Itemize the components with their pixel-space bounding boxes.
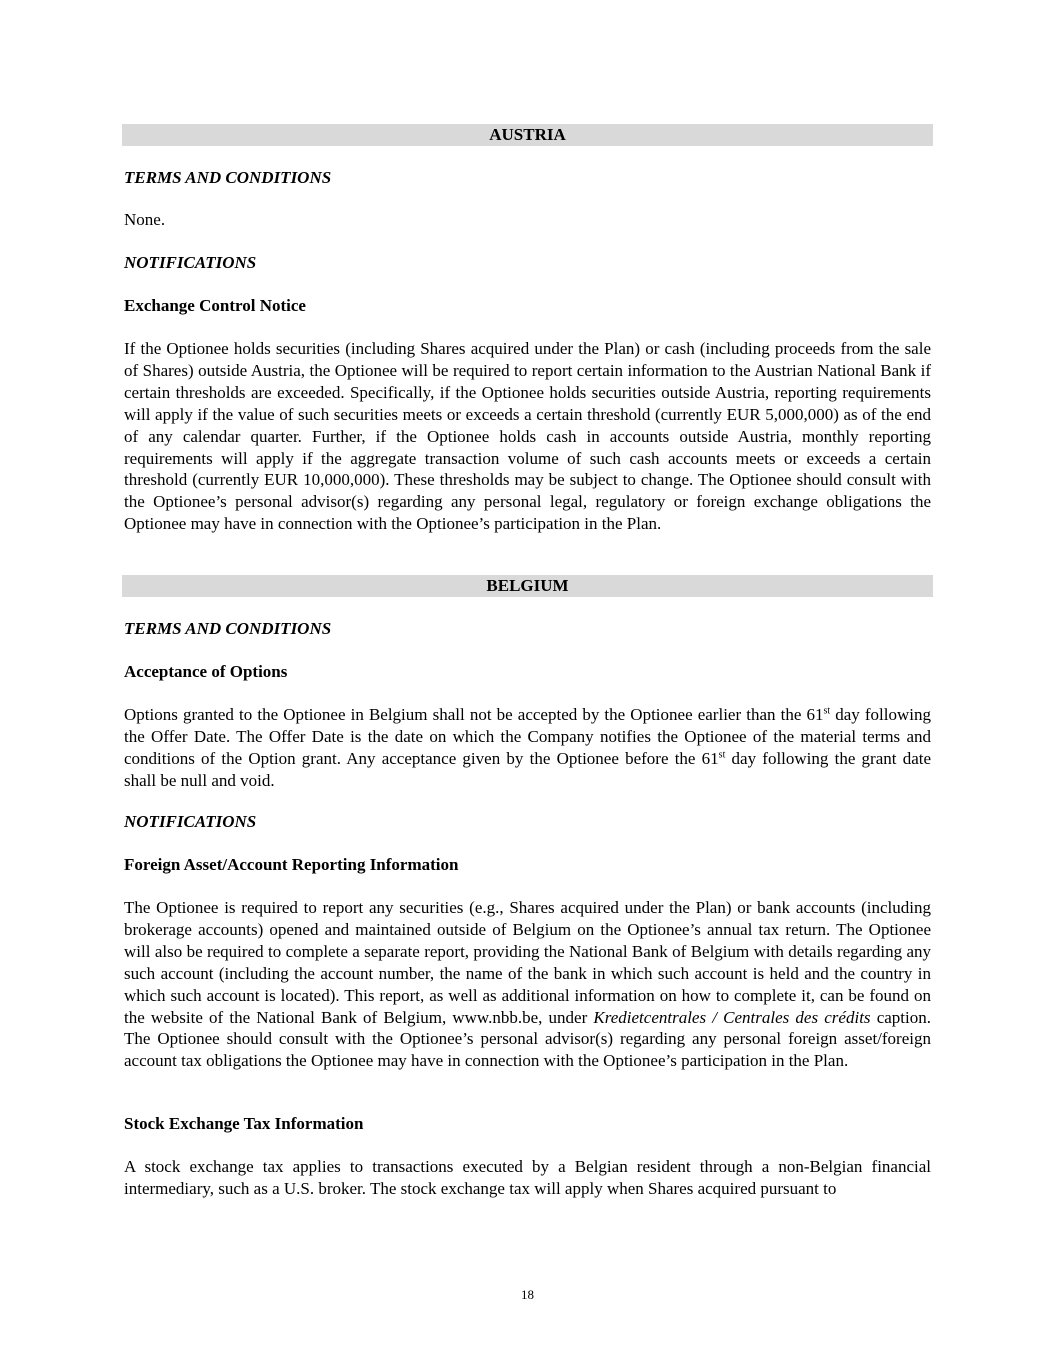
foreign-caption-italic: Kredietcentrales / Centrales des crédits <box>593 1007 871 1027</box>
austria-notifications-heading: NOTIFICATIONS <box>124 253 257 272</box>
superscript-st: st <box>718 749 726 761</box>
belgium-acceptance-heading: Acceptance of Options <box>124 662 288 681</box>
belgium-terms-heading: TERMS AND CONDITIONS <box>124 619 332 638</box>
austria-exchange-paragraph: If the Optionee holds securities (including Shares acquired under the Plan) or cash (including proceeds from the sale of Shares) outside Austria, the Optionee will be required to report certain information to the Austrian National Bank if certain thresholds are exceeded. Specifically, if the Optionee holds securities outside Austria, reporting requirements will apply if the value of such securities meets or exceeds a certain threshold (currently EUR 5,000,000) as of the end of any calendar quarter. Further, if the Optionee holds cash in accounts outside Austria, monthly reporting requirements will apply if the aggregate transaction volume of such cash accounts meets or exceeds a certain threshold (currently EUR 10,000,000). These thresholds may be subject to change. The Optionee should consult with the Optionee’s personal advisor(s) regarding any personal legal, regulatory or foreign exchange obligations the Optionee may have in connection with the Optionee’s participation in the Plan. <box>124 339 931 534</box>
page-number: 18 <box>521 1287 534 1302</box>
austria-terms-body: None. <box>124 210 166 229</box>
section-banner-belgium: BELGIUM <box>122 575 933 597</box>
belgium-foreign-paragraph: The Optionee is required to report any securities (e.g., Shares acquired under the Plan) or bank accounts (including brokerage accounts) opened and maintained outside of Belgium on the Optionee’s annual tax return. The Optionee will also be required to complete a separate report, providing the National Bank of Belgium with details regarding any such account (including the account number, the name of the bank in which such account is held and the country in which such account is located). This report, as well as additional information on how to complete it, can be found on the website of the National Bank of Belgium, www.nbb.be, under Kredietcentrales / Centrales des crédits caption. The Optionee should consult with the Optionee’s personal advisor(s) regarding any personal foreign asset/foreign account tax obligations the Optionee may have in connection with the Optionee’s participation in the Plan. <box>124 898 931 1071</box>
superscript-st: st <box>823 705 831 717</box>
belgium-stock-paragraph: A stock exchange tax applies to transactions executed by a Belgian resident through a non-Belgian financial intermediary, such as a U.S. broker. The stock exchange tax will apply when Shares acquired pursuant to <box>124 1157 931 1198</box>
austria-exchange-heading: Exchange Control Notice <box>124 296 306 315</box>
belgium-acceptance-paragraph: Options granted to the Optionee in Belgium shall not be accepted by the Optionee earlier than the 61st day following the Offer Date. The Offer Date is the date on which the Company notifies the Optionee of the material terms and conditions of the Option grant. Any acceptance given by the Optionee before the 61st day following the grant date shall be null and void. <box>124 705 932 790</box>
section-banner-austria: AUSTRIA <box>122 124 933 146</box>
belgium-notifications-heading: NOTIFICATIONS <box>124 812 257 831</box>
belgium-stock-heading: Stock Exchange Tax Information <box>124 1114 364 1133</box>
austria-terms-heading: TERMS AND CONDITIONS <box>124 168 332 187</box>
belgium-foreign-heading: Foreign Asset/Account Reporting Information <box>124 855 459 874</box>
